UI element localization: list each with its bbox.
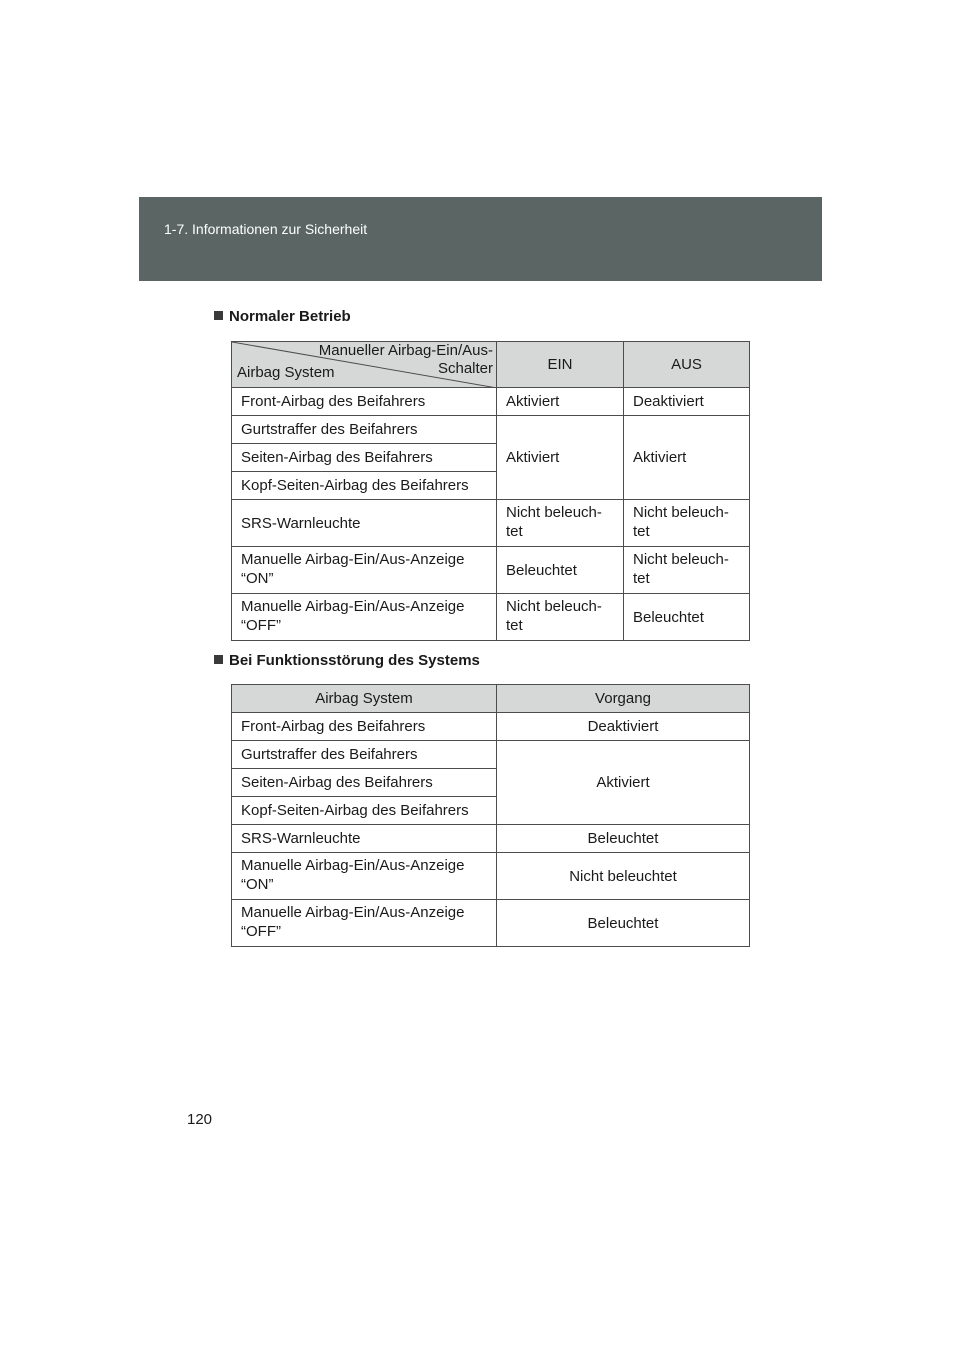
table-header-row	[232, 342, 750, 388]
row-label: Manuelle Airbag-Ein/Aus-Anzeige “OFF”	[232, 594, 497, 641]
row-label: Seiten-Airbag des Beifahrers	[232, 769, 497, 797]
header-ein: EIN	[497, 342, 624, 388]
normal-operation-table	[231, 341, 750, 641]
header-system-label: Airbag System	[237, 364, 335, 381]
row-value: Nicht beleuchtet	[497, 853, 750, 900]
row-label: Manuelle Airbag-Ein/Aus-Anzeige “ON”	[232, 547, 497, 594]
row-label: Gurtstraffer des Beifahrers	[232, 416, 497, 444]
merged-aus-value: Aktiviert	[624, 416, 750, 500]
table-row	[232, 416, 750, 444]
square-bullet-icon	[214, 311, 223, 320]
row-label: Front-Airbag des Beifahrers	[232, 713, 497, 741]
row-ein-value: Nicht beleuch- tet	[497, 594, 624, 641]
row-value: Beleuchtet	[497, 900, 750, 947]
header-switch-label: Manueller Airbag-Ein/Aus- Schalter	[318, 342, 493, 377]
table-header-row	[232, 685, 750, 713]
table-row	[232, 853, 750, 900]
row-label: Manuelle Airbag-Ein/Aus-Anzeige “OFF”	[232, 900, 497, 947]
header-aus: AUS	[624, 342, 750, 388]
heading-text: Bei Funktionsstörung des Systems	[229, 652, 480, 669]
row-value: Deaktiviert	[497, 713, 750, 741]
row-label: SRS-Warnleuchte	[232, 500, 497, 547]
table-row	[232, 547, 750, 594]
square-bullet-icon	[214, 655, 223, 664]
table-row	[232, 825, 750, 853]
row-value: Beleuchtet	[497, 825, 750, 853]
table-row	[232, 741, 750, 769]
row-ein-value: Beleuchtet	[497, 547, 624, 594]
header-airbag-system: Airbag System	[232, 685, 497, 713]
row-label: Front-Airbag des Beifahrers	[232, 388, 497, 416]
row-label: Seiten-Airbag des Beifahrers	[232, 444, 497, 472]
row-aus-value: Beleuchtet	[624, 594, 750, 641]
section-title: 1-7. Informationen zur Sicherheit	[164, 221, 368, 237]
row-ein-value: Aktiviert	[497, 388, 624, 416]
table-row	[232, 900, 750, 947]
row-aus-value: Nicht beleuch- tet	[624, 547, 750, 594]
row-ein-value: Nicht beleuch- tet	[497, 500, 624, 547]
merged-value: Aktiviert	[497, 741, 750, 825]
table-row	[232, 388, 750, 416]
row-aus-value: Nicht beleuch- tet	[624, 500, 750, 547]
table-row	[232, 713, 750, 741]
row-label: SRS-Warnleuchte	[232, 825, 497, 853]
row-label: Kopf-Seiten-Airbag des Beifahrers	[232, 797, 497, 825]
merged-ein-value: Aktiviert	[497, 416, 624, 500]
diagonal-header-cell	[232, 342, 497, 388]
header-vorgang: Vorgang	[497, 685, 750, 713]
row-label: Gurtstraffer des Beifahrers	[232, 741, 497, 769]
heading-malfunction	[214, 652, 480, 669]
row-aus-value: Deaktiviert	[624, 388, 750, 416]
table-row	[232, 594, 750, 641]
row-label: Manuelle Airbag-Ein/Aus-Anzeige “ON”	[232, 853, 497, 900]
heading-text: Normaler Betrieb	[229, 308, 351, 325]
malfunction-table	[231, 684, 750, 947]
page-number: 120	[187, 1111, 213, 1128]
table-row	[232, 500, 750, 547]
heading-normal-operation	[214, 308, 351, 325]
row-label: Kopf-Seiten-Airbag des Beifahrers	[232, 472, 497, 500]
section-header-bar	[139, 197, 822, 281]
